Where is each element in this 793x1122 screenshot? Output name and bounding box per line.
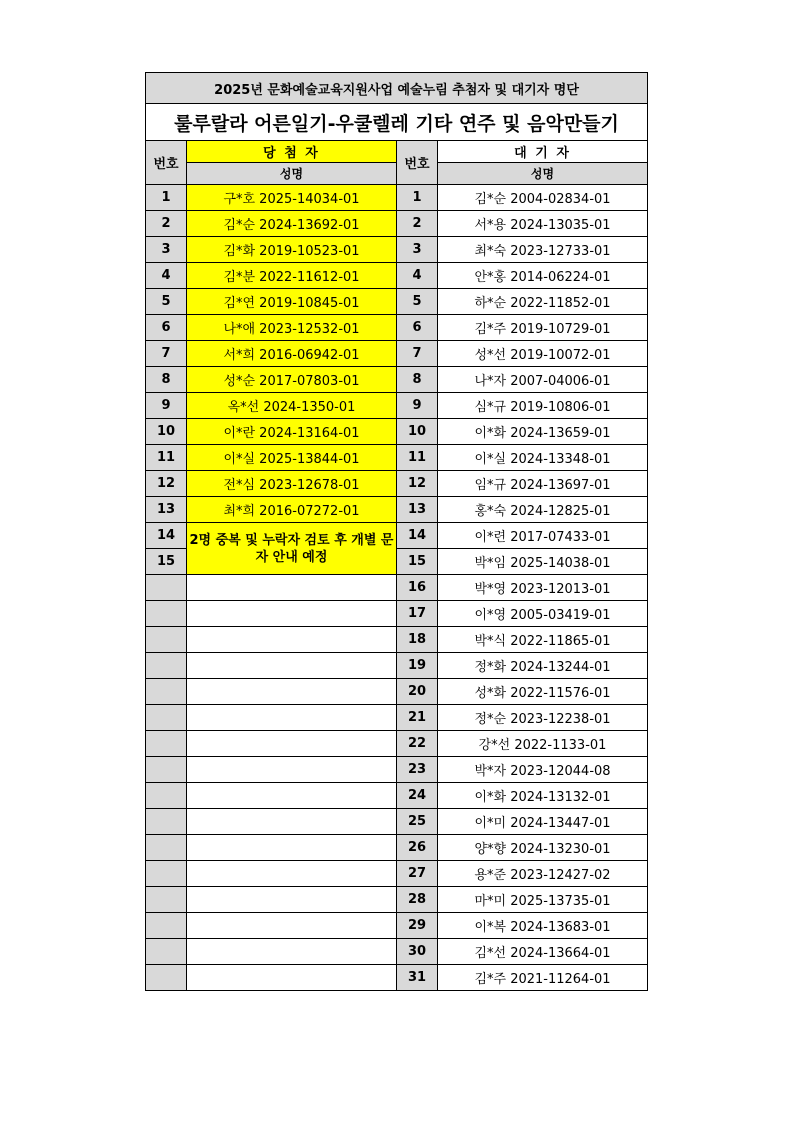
empty-name-cell: [187, 627, 397, 653]
empty-name-cell: [187, 809, 397, 835]
winner-name: 이*실 2025-13844-01: [187, 445, 397, 471]
waitlist-name: 임*규 2024-13697-01: [438, 471, 648, 497]
empty-name-cell: [187, 861, 397, 887]
winner-number: 9: [146, 393, 187, 419]
waitlist-number: 3: [397, 237, 438, 263]
winner-number: 14: [146, 523, 187, 549]
waitlist-number-header: 번호: [397, 141, 438, 185]
waitlist-number: 9: [397, 393, 438, 419]
waitlist-name: 용*준 2023-12427-02: [438, 861, 648, 887]
waitlist-name: 강*선 2022-1133-01: [438, 731, 648, 757]
empty-name-cell: [187, 887, 397, 913]
waitlist-number: 5: [397, 289, 438, 315]
table-row: [146, 289, 648, 315]
waitlist-number: 23: [397, 757, 438, 783]
empty-number-cell: [146, 939, 187, 965]
table-row: [146, 939, 648, 965]
waitlist-name-header: 성명: [438, 163, 648, 185]
waitlist-number: 28: [397, 887, 438, 913]
winner-number: 2: [146, 211, 187, 237]
waitlist-number: 24: [397, 783, 438, 809]
waitlist-name: 마*미 2025-13735-01: [438, 887, 648, 913]
table-row: [146, 627, 648, 653]
waitlist-number: 19: [397, 653, 438, 679]
table-row: [146, 887, 648, 913]
waitlist-name: 박*영 2023-12013-01: [438, 575, 648, 601]
waitlist-name: 이*영 2005-03419-01: [438, 601, 648, 627]
winner-name: 김*분 2022-11612-01: [187, 263, 397, 289]
winner-number: 6: [146, 315, 187, 341]
empty-name-cell: [187, 575, 397, 601]
winner-number: 4: [146, 263, 187, 289]
table-row: [146, 237, 648, 263]
document-title: 2025년 문화예술교육지원사업 예술누림 추첨자 및 대기자 명단: [146, 73, 648, 104]
empty-name-cell: [187, 835, 397, 861]
empty-number-cell: [146, 887, 187, 913]
empty-number-cell: [146, 861, 187, 887]
table-row: [146, 419, 648, 445]
waitlist-name: 박*자 2023-12044-08: [438, 757, 648, 783]
winner-number: 3: [146, 237, 187, 263]
empty-name-cell: [187, 705, 397, 731]
waitlist-number: 15: [397, 549, 438, 575]
winner-number: 5: [146, 289, 187, 315]
waitlist-number: 27: [397, 861, 438, 887]
waitlist-number: 22: [397, 731, 438, 757]
waitlist-name: 나*자 2007-04006-01: [438, 367, 648, 393]
table-row: [146, 523, 648, 549]
empty-number-cell: [146, 653, 187, 679]
empty-name-cell: [187, 783, 397, 809]
waitlist-number: 6: [397, 315, 438, 341]
waitlist-number: 16: [397, 575, 438, 601]
empty-number-cell: [146, 913, 187, 939]
roster-table: [145, 72, 648, 991]
empty-number-cell: [146, 835, 187, 861]
empty-name-cell: [187, 731, 397, 757]
table-row: [146, 211, 648, 237]
table-row: [146, 341, 648, 367]
winner-name: 최*희 2016-07272-01: [187, 497, 397, 523]
waitlist-name: 하*순 2022-11852-01: [438, 289, 648, 315]
table-row: [146, 445, 648, 471]
table-row: [146, 913, 648, 939]
empty-number-cell: [146, 757, 187, 783]
winner-number: 8: [146, 367, 187, 393]
winner-name: 구*호 2025-14034-01: [187, 185, 397, 211]
waitlist-number: 29: [397, 913, 438, 939]
waitlist-name: 김*순 2004-02834-01: [438, 185, 648, 211]
empty-name-cell: [187, 757, 397, 783]
waitlist-name: 심*규 2019-10806-01: [438, 393, 648, 419]
waitlist-name: 이*화 2024-13132-01: [438, 783, 648, 809]
winners-header: 당 첨 자: [187, 141, 397, 163]
waitlist-name: 성*선 2019-10072-01: [438, 341, 648, 367]
waitlist-name: 이*복 2024-13683-01: [438, 913, 648, 939]
waitlist-number: 1: [397, 185, 438, 211]
waitlist-name: 이*미 2024-13447-01: [438, 809, 648, 835]
waitlist-number: 30: [397, 939, 438, 965]
winner-name: 서*희 2016-06942-01: [187, 341, 397, 367]
waitlist-number: 12: [397, 471, 438, 497]
waitlist-number: 31: [397, 965, 438, 991]
table-row: [146, 835, 648, 861]
waitlist-name: 이*련 2017-07433-01: [438, 523, 648, 549]
waitlist-number: 26: [397, 835, 438, 861]
winner-name: 옥*선 2024-1350-01: [187, 393, 397, 419]
table-row: [146, 601, 648, 627]
waitlist-name: 박*임 2025-14038-01: [438, 549, 648, 575]
table-row: [146, 315, 648, 341]
table-row: [146, 757, 648, 783]
table-row: [146, 263, 648, 289]
table-row: [146, 705, 648, 731]
waitlist-number: 11: [397, 445, 438, 471]
empty-name-cell: [187, 939, 397, 965]
empty-number-cell: [146, 783, 187, 809]
winner-number-header: 번호: [146, 141, 187, 185]
waitlist-name: 양*향 2024-13230-01: [438, 835, 648, 861]
empty-name-cell: [187, 965, 397, 991]
table-row: [146, 653, 648, 679]
waitlist-number: 2: [397, 211, 438, 237]
table-row: [146, 965, 648, 991]
table-row: [146, 731, 648, 757]
waitlist-name: 최*숙 2023-12733-01: [438, 237, 648, 263]
table-row: [146, 471, 648, 497]
waitlist-name: 정*화 2024-13244-01: [438, 653, 648, 679]
table-row: [146, 783, 648, 809]
winner-number: 12: [146, 471, 187, 497]
winner-name: 성*순 2017-07803-01: [187, 367, 397, 393]
empty-number-cell: [146, 679, 187, 705]
waitlist-name: 홍*숙 2024-12825-01: [438, 497, 648, 523]
empty-number-cell: [146, 601, 187, 627]
waitlist-name: 김*주 2019-10729-01: [438, 315, 648, 341]
waitlist-number: 20: [397, 679, 438, 705]
empty-number-cell: [146, 809, 187, 835]
waitlist-number: 4: [397, 263, 438, 289]
table-row: [146, 861, 648, 887]
waitlist-number: 21: [397, 705, 438, 731]
waitlist-header: 대 기 자: [438, 141, 648, 163]
winner-name: 전*심 2023-12678-01: [187, 471, 397, 497]
winner-name: 이*란 2024-13164-01: [187, 419, 397, 445]
winner-number: 1: [146, 185, 187, 211]
waitlist-name: 안*홍 2014-06224-01: [438, 263, 648, 289]
winner-name: 김*화 2019-10523-01: [187, 237, 397, 263]
table-row: [146, 575, 648, 601]
waitlist-name: 이*화 2024-13659-01: [438, 419, 648, 445]
winner-name: 김*순 2024-13692-01: [187, 211, 397, 237]
waitlist-name: 이*실 2024-13348-01: [438, 445, 648, 471]
winner-name-header: 성명: [187, 163, 397, 185]
empty-number-cell: [146, 575, 187, 601]
empty-name-cell: [187, 679, 397, 705]
waitlist-number: 13: [397, 497, 438, 523]
waitlist-number: 18: [397, 627, 438, 653]
waitlist-number: 14: [397, 523, 438, 549]
winner-name: 김*연 2019-10845-01: [187, 289, 397, 315]
waitlist-name: 정*순 2023-12238-01: [438, 705, 648, 731]
empty-number-cell: [146, 965, 187, 991]
waitlist-number: 8: [397, 367, 438, 393]
waitlist-name: 서*용 2024-13035-01: [438, 211, 648, 237]
empty-name-cell: [187, 601, 397, 627]
empty-number-cell: [146, 705, 187, 731]
waitlist-name: 김*선 2024-13664-01: [438, 939, 648, 965]
empty-name-cell: [187, 913, 397, 939]
table-row: [146, 809, 648, 835]
winner-number: 13: [146, 497, 187, 523]
waitlist-number: 17: [397, 601, 438, 627]
empty-name-cell: [187, 653, 397, 679]
winner-name: 나*애 2023-12532-01: [187, 315, 397, 341]
winner-number: 11: [146, 445, 187, 471]
empty-number-cell: [146, 731, 187, 757]
empty-number-cell: [146, 627, 187, 653]
waitlist-number: 7: [397, 341, 438, 367]
table-row: [146, 679, 648, 705]
winner-number: 15: [146, 549, 187, 575]
waitlist-name: 김*주 2021-11264-01: [438, 965, 648, 991]
table-row: [146, 393, 648, 419]
waitlist-name: 성*화 2022-11576-01: [438, 679, 648, 705]
program-title: 룰루랄라 어른일기-우쿨렐레 기타 연주 및 음악만들기: [146, 104, 648, 141]
waitlist-number: 25: [397, 809, 438, 835]
table-row: [146, 497, 648, 523]
table-row: [146, 185, 648, 211]
winner-number: 10: [146, 419, 187, 445]
table-row: [146, 367, 648, 393]
winner-number: 7: [146, 341, 187, 367]
winner-note: 2명 중복 및 누락자 검토 후 개별 문자 안내 예정: [187, 523, 397, 575]
waitlist-number: 10: [397, 419, 438, 445]
waitlist-name: 박*식 2022-11865-01: [438, 627, 648, 653]
